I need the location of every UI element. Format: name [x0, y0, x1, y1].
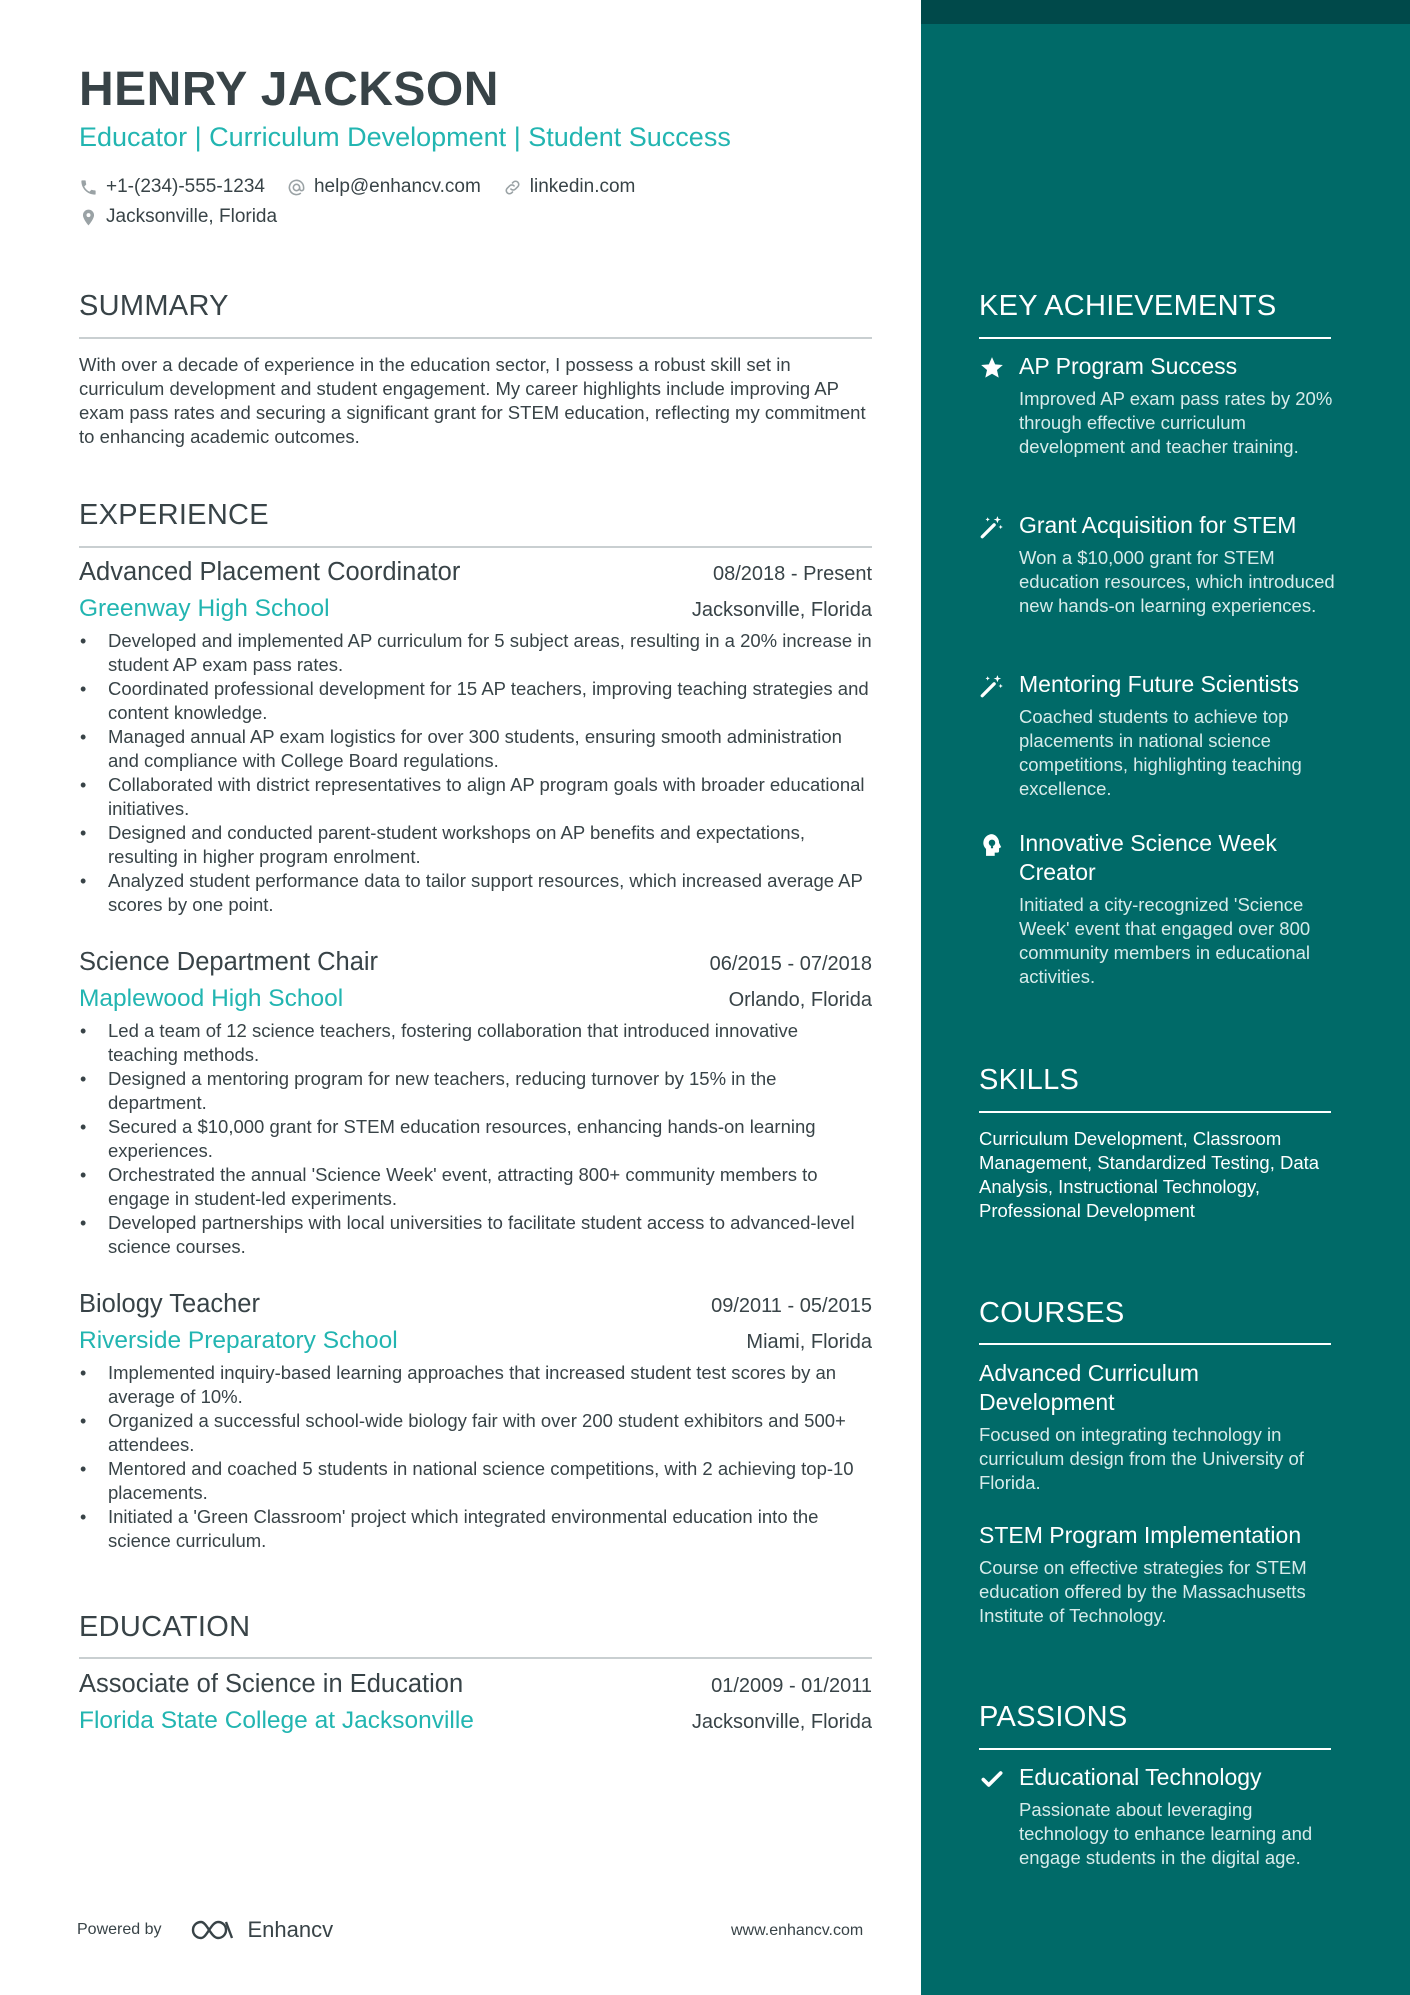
- summary-heading: SUMMARY: [79, 290, 229, 322]
- phone-text: +1-(234)-555-1234: [106, 176, 265, 197]
- link-icon: [503, 178, 522, 197]
- achievement-desc: Won a $10,000 grant for STEM education resources, which introduced new hands-on learning experiences.: [1019, 547, 1335, 616]
- achievement-title: Mentoring Future Scientists: [1019, 671, 1299, 697]
- school-location: Jacksonville, Florida: [691, 1711, 872, 1733]
- location-text: Jacksonville, Florida: [106, 206, 278, 227]
- job-title: Advanced Placement Coordinator: [79, 558, 461, 586]
- footer-url[interactable]: www.enhancv.com: [731, 1922, 864, 1939]
- bullet-item: • Secured a $10,000 grant for STEM education resources, enhancing hands-on learning experiences.: [79, 1115, 872, 1163]
- contact-location: [79, 206, 277, 228]
- job-company: Greenway High School: [79, 595, 330, 622]
- job-entry: [79, 558, 872, 917]
- course-title: STEM Program Implementation: [979, 1522, 1302, 1548]
- achievements-divider: [979, 337, 1331, 339]
- passions-divider: [979, 1748, 1331, 1750]
- job-bullets: [79, 629, 872, 917]
- achievement-item: [979, 829, 1339, 989]
- magic-wand-icon: [979, 673, 1005, 699]
- achievement-desc: Initiated a city-recognized 'Science Week' event that engaged over 800 community members in educational activities.: [1019, 894, 1311, 987]
- course-desc: Course on effective strategies for STEM education offered by the Massachusetts Institute of Technology.: [979, 1557, 1307, 1626]
- contact-website[interactable]: [503, 176, 636, 198]
- contact-info: [79, 172, 657, 232]
- degree-title: Associate of Science in Education: [79, 1670, 464, 1698]
- experience-heading: EXPERIENCE: [79, 499, 269, 531]
- job-company: Riverside Preparatory School: [79, 1327, 398, 1354]
- bullet-item: • Mentored and coached 5 students in national science competitions, with 2 achieving top-10 placements.: [79, 1457, 872, 1505]
- job-entry: [79, 948, 872, 1259]
- bullet-item: • Coordinated professional development for 15 AP teachers, improving teaching strategies and content knowledge.: [79, 677, 872, 725]
- course-title: Advanced Curriculum Development: [979, 1360, 1199, 1415]
- bullet-item: • Developed and implemented AP curriculum for 5 subject areas, resulting in a 20% increase in student AP exam pass rates.: [79, 629, 872, 677]
- candidate-name: HENRY JACKSON: [79, 63, 499, 116]
- job-title: Science Department Chair: [79, 948, 379, 976]
- magic-wand-icon: [979, 514, 1005, 540]
- powered-by-text: Powered by: [77, 1921, 162, 1938]
- job-bullets: [79, 1361, 872, 1553]
- passion-desc: Passionate about leveraging technology to enhance learning and engage students in the digital age.: [1019, 1799, 1313, 1868]
- bullet-item: • Organized a successful school-wide biology fair with over 200 student exhibitors and 500+ attendees.: [79, 1409, 872, 1457]
- course-desc: Focused on integrating technology in curriculum design from the University of Florida.: [979, 1424, 1304, 1493]
- candidate-title: Educator | Curriculum Development | Student Success: [79, 122, 731, 152]
- job-title: Biology Teacher: [79, 1290, 260, 1318]
- email-text: help@enhancv.com: [313, 176, 481, 197]
- achievement-title: Grant Acquisition for STEM: [1019, 512, 1297, 538]
- brand-name: Enhancv: [247, 1917, 334, 1942]
- bullet-item: • Analyzed student performance data to tailor support resources, which increased average AP scores by one point.: [79, 869, 872, 917]
- achievement-item: [979, 670, 1339, 801]
- course-item: [979, 1521, 1339, 1628]
- bullet-item: • Designed and conducted parent-student workshops on AP benefits and expectations, resulting in higher program enrolment.: [79, 821, 872, 869]
- achievements-heading: KEY ACHIEVEMENTS: [979, 290, 1277, 322]
- job-dates: 09/2011 - 05/2015: [711, 1295, 872, 1317]
- at-sign-icon: [287, 178, 306, 197]
- achievement-title: AP Program Success: [1019, 353, 1238, 379]
- phone-icon: [79, 178, 98, 197]
- contact-phone[interactable]: [79, 176, 265, 198]
- job-location: Orlando, Florida: [728, 989, 872, 1011]
- summary-divider: [79, 337, 872, 339]
- skills-list: Curriculum Development, Classroom Management, Standardized Testing, Data Analysis, Instructional Technology, Professional Development: [979, 1128, 1320, 1221]
- summary-text: With over a decade of experience in the education sector, I possess a robust skill set in curriculum development and student engagement. My career highlights include improving AP exam pass rates and securing a significant grant for STEM education, reflecting my commitment to enhancing academic outcomes.: [79, 354, 866, 447]
- infinity-logo-icon: [190, 1917, 236, 1943]
- education-entry: [79, 1670, 872, 1735]
- courses-divider: [979, 1343, 1331, 1345]
- sidebar-top-bar: [921, 0, 1410, 24]
- achievement-desc: Improved AP exam pass rates by 20% through effective curriculum development and teacher training.: [1019, 388, 1333, 457]
- job-bullets: [79, 1019, 872, 1259]
- bullet-item: • Orchestrated the annual 'Science Week' event, attracting 800+ community members to engage in student-led experiments.: [79, 1163, 872, 1211]
- job-dates: 08/2018 - Present: [713, 563, 872, 585]
- school-name: Florida State College at Jacksonville: [79, 1707, 474, 1734]
- achievement-item: [979, 511, 1339, 618]
- education-divider: [79, 1657, 872, 1659]
- skills-divider: [979, 1111, 1331, 1113]
- head-lightbulb-icon: [979, 832, 1005, 858]
- skills-heading: SKILLS: [979, 1064, 1080, 1096]
- website-text: linkedin.com: [529, 176, 636, 197]
- bullet-item: • Collaborated with district representatives to align AP program goals with broader educational initiatives.: [79, 773, 872, 821]
- job-dates: 06/2015 - 07/2018: [709, 953, 872, 975]
- footer-branding: [77, 1917, 333, 1943]
- job-location: Jacksonville, Florida: [691, 599, 872, 621]
- passion-title: Educational Technology: [1019, 1764, 1262, 1790]
- job-entry: [79, 1290, 872, 1553]
- job-company: Maplewood High School: [79, 985, 344, 1012]
- bullet-item: • Implemented inquiry-based learning approaches that increased student test scores by an average of 10%.: [79, 1361, 872, 1409]
- star-icon: [979, 355, 1005, 381]
- checkmark-icon: [979, 1766, 1005, 1792]
- education-heading: EDUCATION: [79, 1611, 251, 1643]
- location-pin-icon: [79, 208, 98, 227]
- passion-item: [979, 1763, 1339, 1870]
- job-location: Miami, Florida: [746, 1331, 872, 1353]
- bullet-item: • Developed partnerships with local universities to facilitate student access to advanced-level science courses.: [79, 1211, 872, 1259]
- contact-email[interactable]: [287, 176, 481, 198]
- passions-heading: PASSIONS: [979, 1701, 1128, 1733]
- achievement-title: Innovative Science Week Creator: [1019, 830, 1277, 885]
- experience-divider: [79, 546, 872, 548]
- enhancv-logo[interactable]: [190, 1917, 334, 1943]
- courses-heading: COURSES: [979, 1297, 1125, 1329]
- course-item: [979, 1359, 1339, 1495]
- bullet-item: • Initiated a 'Green Classroom' project which integrated environmental education into the science curriculum.: [79, 1505, 872, 1553]
- bullet-item: • Designed a mentoring program for new teachers, reducing turnover by 15% in the department.: [79, 1067, 872, 1115]
- bullet-item: • Led a team of 12 science teachers, fostering collaboration that introduced innovative teaching methods.: [79, 1019, 872, 1067]
- achievement-item: [979, 352, 1339, 459]
- bullet-item: • Managed annual AP exam logistics for over 300 students, ensuring smooth administration and compliance with College Board regulations.: [79, 725, 872, 773]
- education-dates: 01/2009 - 01/2011: [711, 1675, 872, 1697]
- achievement-desc: Coached students to achieve top placements in national science competitions, highlighting teaching excellence.: [1019, 706, 1302, 799]
